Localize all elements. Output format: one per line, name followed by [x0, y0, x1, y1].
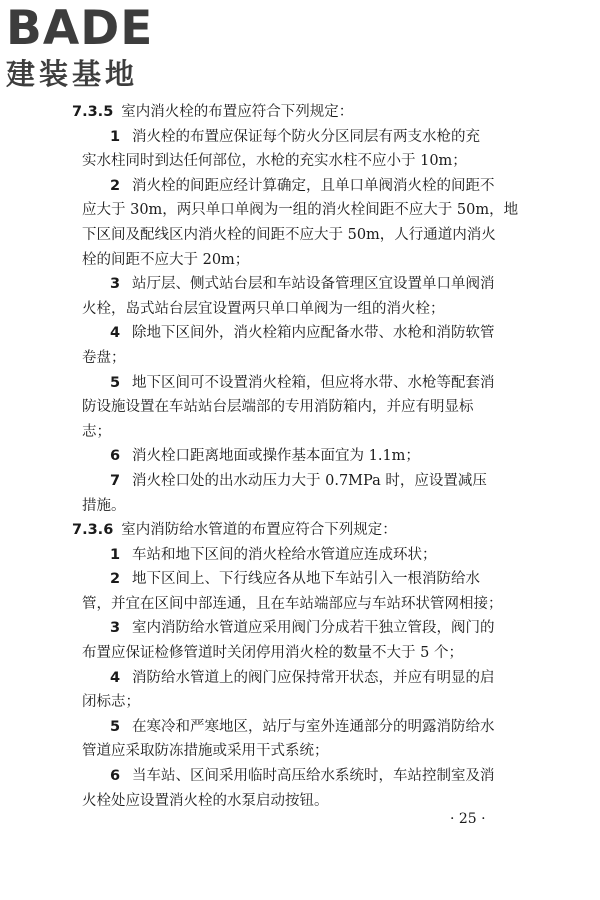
clause-item: [72, 321, 518, 346]
clause-number: 5: [110, 718, 121, 735]
clause-continuation: [72, 223, 518, 248]
clause-number: 4: [110, 325, 121, 342]
clause-item: [72, 125, 518, 150]
line-text: 地下区间可不设置消火栓箱，但应将水带、水枪等配套消: [132, 374, 495, 391]
line-text: 布置应保证检修管道时关闭停用消火栓的数量不大于 5 个；: [82, 645, 463, 662]
line-text: 措施。: [82, 497, 126, 514]
clause-continuation: [72, 592, 518, 617]
clause-number: 3: [110, 620, 121, 637]
line-text: 闭标志；: [82, 694, 140, 711]
clause-continuation: [72, 149, 518, 174]
clause-continuation: [72, 789, 518, 814]
clause-number: 2: [110, 177, 121, 194]
clause-number: 6: [110, 448, 121, 465]
clause-item: [72, 174, 518, 199]
section-number: 7.3.6: [72, 522, 114, 539]
line-text: 栓的间距不应大于 20m；: [82, 251, 250, 268]
line-text: 车站和地下区间的消火栓给水管道应连成环状；: [132, 546, 437, 563]
clause-continuation: [72, 395, 518, 420]
clause-number: 7: [110, 472, 121, 489]
clause-continuation: [72, 198, 518, 223]
logo-latin-text: BADE: [6, 1, 154, 56]
line-text: 实水柱同时到达任何部位，水枪的充实水柱不应小于 10m；: [82, 153, 467, 170]
clause-item: [72, 764, 518, 789]
line-text: 消火栓的布置应保证每个防火分区同层有两支水枪的充: [132, 128, 480, 145]
clause-number: 1: [110, 128, 121, 145]
line-text: 地下区间上、下行线应各从地下车站引入一根消防给水: [132, 571, 480, 588]
line-text: 在寒冷和严寒地区，站厅与室外连通部分的明露消防给水: [132, 718, 495, 735]
clause-continuation: [72, 420, 518, 445]
clause-number: 3: [110, 276, 121, 293]
line-text: 管，并宜在区间中部连通，且在车站端部应与车站环状管网相接；: [82, 595, 503, 612]
clause-continuation: [72, 690, 518, 715]
line-text: 防设施设置在车站站台层端部的专用消防箱内，并应有明显标: [82, 399, 474, 416]
line-text: 消防给水管道上的阀门应保持常开状态，并应有明显的启: [132, 669, 495, 686]
clause-continuation: [72, 346, 518, 371]
clause-continuation: [72, 739, 518, 764]
bade-logo: [6, 1, 186, 94]
line-text: 站厅层、侧式站台层和车站设备管理区宜设置单口单阀消: [132, 276, 495, 293]
clause-number: 1: [110, 546, 121, 563]
clause-item: [72, 616, 518, 641]
line-text: 当车站、区间采用临时高压给水系统时，车站控制室及消: [132, 768, 495, 785]
clause-continuation: [72, 248, 518, 273]
section-heading: [72, 518, 518, 543]
line-text: 卷盘；: [82, 349, 126, 366]
clause-number: 5: [110, 374, 121, 391]
clause-continuation: [72, 297, 518, 322]
clause-item: [72, 715, 518, 740]
clause-continuation: [72, 641, 518, 666]
clause-continuation: [72, 494, 518, 519]
clause-item: [72, 272, 518, 297]
clause-number: 4: [110, 669, 121, 686]
clause-item: [72, 371, 518, 396]
line-text: 消火栓口处的出水动压力大于 0.7MPa 时，应设置减压: [132, 472, 487, 489]
line-text: 室内消防给水管道的布置应符合下列规定：: [121, 522, 397, 539]
section-heading: [72, 100, 518, 125]
document-body: [72, 100, 518, 813]
logo-cjk-text: 建装基地: [6, 57, 139, 91]
line-text: 火栓处应设置消火栓的水泵启动按钮。: [82, 792, 329, 809]
clause-number: 6: [110, 768, 121, 785]
clause-item: [72, 666, 518, 691]
line-text: 消火栓口距离地面或操作基本面宜为 1.1m；: [132, 448, 420, 465]
section-number: 7.3.5: [72, 104, 114, 120]
page-number: · 25 ·: [450, 811, 486, 827]
line-text: 下区间及配线区内消火栓的间距不应大于 50m，人行通道内消火: [82, 226, 496, 243]
clause-item: [72, 469, 518, 494]
line-text: 管道应采取防冻措施或采用干式系统；: [82, 743, 329, 760]
line-text: 除地下区间外，消火栓箱内应配备水带、水枪和消防软管: [132, 325, 495, 342]
clause-item: [72, 543, 518, 568]
line-text: 消火栓的间距应经计算确定，且单口单阀消火栓的间距不: [132, 177, 495, 194]
line-text: 火栓，岛式站台层宜设置两只单口单阀为一组的消火栓；: [82, 300, 445, 317]
line-text: 应大于 30m，两只单口单阀为一组的消火栓间距不应大于 50m，地: [82, 202, 519, 219]
clause-item: [72, 444, 518, 469]
clause-item: [72, 567, 518, 592]
line-text: 室内消火栓的布置应符合下列规定：: [121, 104, 354, 120]
clause-number: 2: [110, 571, 121, 588]
line-text: 室内消防给水管道应采用阀门分成若干独立管段，阀门的: [132, 620, 495, 637]
line-text: 志；: [82, 423, 111, 440]
